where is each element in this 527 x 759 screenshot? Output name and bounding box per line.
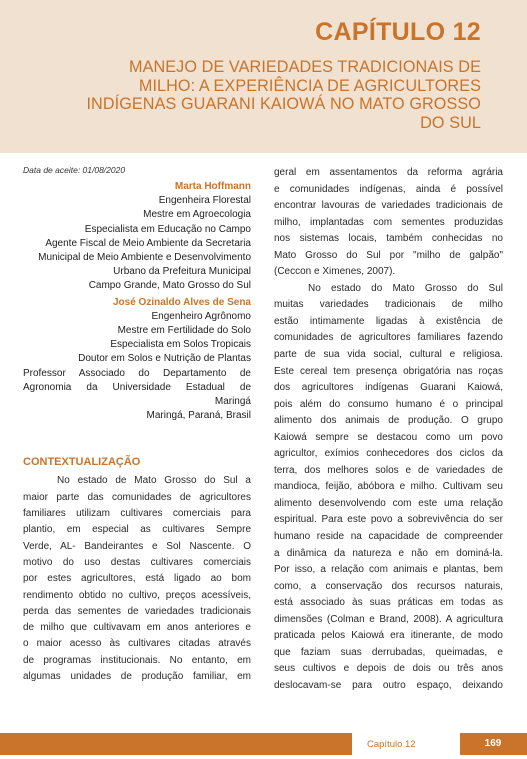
text-line: terra, dos melhores solos e de variedades de bbox=[274, 464, 503, 476]
text-line: seus cultivos e depois de dois ou três anos bbox=[274, 663, 503, 675]
left-column bbox=[23, 165, 251, 685]
text-line: alimento desenvolvendo com este uma relação bbox=[274, 497, 503, 509]
text-line: perda das sementes de variedades tradicionais bbox=[23, 605, 251, 617]
text-line: e comunidades indígenas, ainda é possível bbox=[274, 183, 503, 195]
text-line: praticada pelos Kaiowá era itinerante, de modo bbox=[274, 630, 503, 642]
page-number: 169 bbox=[484, 738, 502, 749]
text-line: o maior acesso às cultivares citadas através bbox=[23, 638, 251, 650]
right-column bbox=[274, 165, 503, 695]
author-credential-line: Doutor em Solos e Nutrição de Plantas bbox=[78, 353, 251, 365]
left-paragraph bbox=[23, 473, 251, 685]
text-line: Por isso, a relação com animais e plantas, bem bbox=[274, 564, 503, 576]
author-block bbox=[23, 180, 251, 294]
author-credential-line: Especialista em Solos Tropicais bbox=[110, 339, 251, 351]
author-credential-line: Agronomia da Universidade Estadual de bbox=[23, 381, 251, 393]
chapter-subtitle bbox=[41, 58, 481, 132]
text-line: parte de sua vida social, cultural e religiosa. bbox=[274, 349, 503, 361]
author-credential-line: Especialista em Educação no Campo bbox=[84, 223, 251, 235]
author-credential-line: Municipal de Meio Ambiente e Desenvolvimento bbox=[38, 252, 251, 264]
text-line: pois além do consumo humano é o principal bbox=[274, 398, 503, 410]
text-line: dos agricultores indígenas Guarani Kaiowá, bbox=[274, 382, 503, 394]
text-line: humano reside na capacidade de compreender bbox=[274, 531, 503, 543]
author-name: Marta Hoffmann bbox=[174, 181, 251, 192]
text-line: deslocavam-se para outro espaço, deixando bbox=[274, 679, 503, 691]
author-credential-line: Professor Associado do Departamento de bbox=[23, 367, 251, 379]
text-line: plantio, em especial as cultivares Sempre bbox=[23, 524, 251, 536]
chapter-title: CAPÍTULO 12 bbox=[315, 18, 481, 46]
text-line: alimento dos animais de produção. O grupo bbox=[274, 415, 503, 427]
author-block bbox=[23, 296, 251, 424]
text-line: de programas institucionais. No entanto, em bbox=[23, 654, 251, 666]
text-line: No estado do Mato Grosso do Sul bbox=[308, 282, 503, 294]
subtitle-line: DO SUL bbox=[420, 113, 481, 132]
text-line: familiares utilizam cultivares comerciais para bbox=[23, 508, 251, 520]
footer-chapter-label: Capítulo 12 bbox=[363, 738, 420, 751]
text-line: Este cereal tem presença obrigatória nas roças bbox=[274, 365, 503, 377]
subtitle-line: MILHO: A EXPERIÊNCIA DE AGRICULTORES bbox=[138, 76, 481, 95]
text-line: geral em assentamentos da reforma agrária bbox=[274, 167, 503, 178]
author-credential-line: Maringá, Paraná, Brasil bbox=[146, 410, 251, 422]
subtitle-line: MANEJO DE VARIEDADES TRADICIONAIS DE bbox=[129, 58, 481, 76]
author-name: José Ozinaldo Alves de Sena bbox=[112, 296, 251, 308]
subtitle-line: INDÍGENAS GUARANI KAIOWÁ NO MATO GROSSO bbox=[86, 95, 481, 114]
acceptance-date: Data de aceite: 01/08/2020 bbox=[23, 165, 126, 175]
text-line: nos sistemas locais, também conhecidas no bbox=[274, 233, 503, 245]
text-line: estão intimamente ligadas à existência de bbox=[274, 315, 503, 327]
text-line: de milho que cultivavam em anos anteriores e bbox=[23, 622, 251, 634]
text-line: Mato Grosso do Sul por "milho de galpão" bbox=[274, 249, 503, 261]
text-line: espiritual. Para este povo a sobrevivência do ser bbox=[274, 514, 503, 526]
author-credential-line: Maringá bbox=[214, 396, 251, 408]
text-line: Kaiowá sempre se destacou como um povo bbox=[274, 431, 503, 443]
author-credential-line: Engenheiro Agrônomo bbox=[151, 310, 251, 322]
right-paragraph-1 bbox=[274, 165, 503, 281]
text-line: motivo do uso destas cultivares comerciais bbox=[23, 556, 251, 568]
text-line: mandioca, feijão, abóbora e milho. Cultivam seu bbox=[274, 481, 503, 493]
text-line: Verde, AL- Bandeirantes e Sol Nascente. O bbox=[23, 540, 251, 552]
author-credential-line: Urbano da Prefeitura Municipal bbox=[113, 266, 251, 278]
text-line: No estado de Mato Grosso do Sul a bbox=[57, 475, 251, 487]
text-line: agricultor, exímios conhecedores dos ciclos da bbox=[274, 448, 503, 460]
text-line: muitas variedades tradicionais de milho bbox=[274, 299, 503, 311]
section-title: CONTEXTUALIZAÇÃO bbox=[23, 456, 141, 469]
text-line: dimensões (Colman e Brand, 2008). A agricultura bbox=[274, 613, 503, 625]
text-line: por estes agricultores, está ligado ao bom bbox=[23, 573, 251, 585]
text-line: está associado às suas práticas em todas as bbox=[274, 597, 503, 609]
author-credential-line: Mestre em Fertilidade do Solo bbox=[117, 325, 251, 337]
text-line: algumas unidades de produção familiar, em bbox=[23, 671, 251, 683]
author-credential-line: Mestre em Agroecologia bbox=[143, 209, 251, 221]
text-line: milho, implantadas com sementes produzidas bbox=[274, 216, 503, 228]
text-line: rendimento obtido no cultivo, preços acessíveis, bbox=[23, 589, 251, 601]
author-credential-line: Engenheira Florestal bbox=[158, 195, 251, 207]
text-line: maior parte das comunidades de agricultores bbox=[23, 491, 251, 503]
author-credential-line: Campo Grande, Mato Grosso do Sul bbox=[88, 280, 251, 292]
text-line: comunidades de agricultores familiares fazendo bbox=[274, 332, 503, 344]
text-line: encontrar lavouras de variedades tradicionais de bbox=[274, 200, 503, 212]
text-line: como, a conservação dos recursos naturais, bbox=[274, 580, 503, 592]
text-line: (Ceccon e Ximenes, 2007). bbox=[274, 266, 396, 278]
right-paragraph-2 bbox=[274, 281, 503, 695]
text-line: que faziam suas derrubadas, queimadas, e bbox=[274, 646, 503, 658]
author-credential-line: Agente Fiscal de Meio Ambiente da Secretaria bbox=[45, 237, 251, 249]
text-line: a dinâmica da natureza e não em dominá-la. bbox=[274, 547, 503, 559]
